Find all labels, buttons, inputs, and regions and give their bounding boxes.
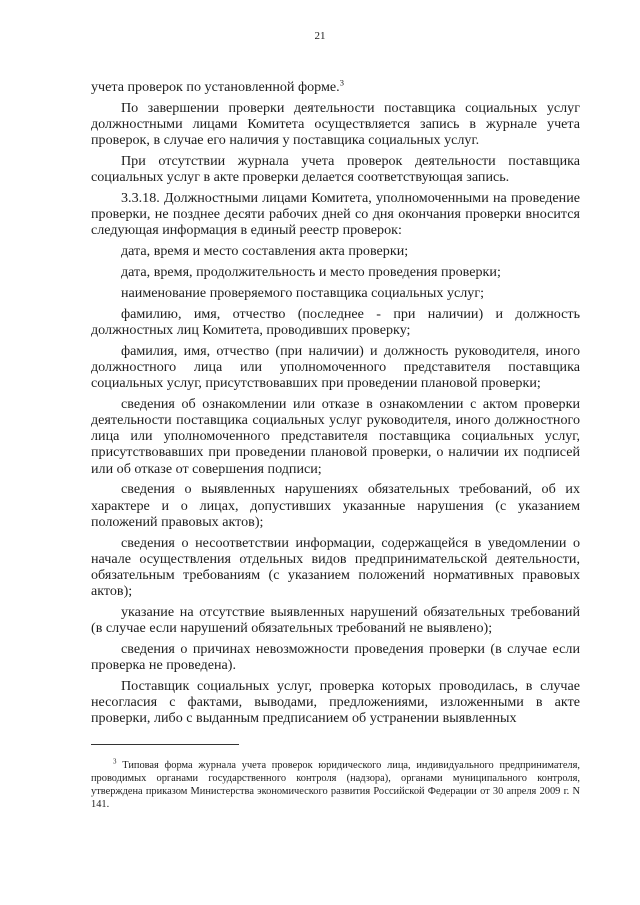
list-item: сведения о выявленных нарушениях обязательных требований, об их характере и о лицах, допустивших указанные нарушения (с указанием положений правовых актов); [91,481,580,530]
list-item: сведения об ознакомлении или отказе в ознакомлении с актом проверки деятельности поставщика социальных услуг руководителя, иного должностного лица или уполномоченного представителя поставщика социальных услуг, присутствовавших при проведении плановой проверки, о наличии их подписей или об отказе от совершения подписи; [91,395,580,477]
paragraph: При отсутствии журнала учета проверок деятельности поставщика социальных услуг в акте проверки делается соответствующая запись. [91,153,580,186]
list-item: дата, время, продолжительность и место проведения проверки; [121,264,501,280]
list-item: дата, время и место составления акта проверки; [121,243,409,260]
list-item: фамилию, имя, отчество (последнее - при наличии) и должность должностных лиц Комитета, проводивших проверку; [91,305,580,338]
body-text [91,79,580,731]
list-item: сведения о несоответствии информации, содержащейся в уведомлении о начале осуществления отдельных видов предпринимательской деятельности, обязательным требованиям (с указанием положений нормативных правовых актов); [91,534,580,600]
paragraph-text: учета проверок по установленной форме. [91,79,340,95]
paragraph [91,79,580,95]
list-item: наименование проверяемого поставщика социальных услуг; [121,284,485,301]
footnote-text-block [91,757,580,812]
list-item: фамилия, имя, отчество (при наличии) и должность руководителя, иного должностного лица или уполномоченного представителя поставщика социальных услуг, присутствовавших при проведении плановой проверки; [91,342,580,391]
list-item: сведения о причинах невозможности проведения проверки (в случае если проверка не проведена). [91,641,580,674]
footnote-reference[interactable]: 3 [339,77,344,88]
footnote-text: Типовая форма журнала учета проверок юридического лица, индивидуального предпринимателя, проводимых органами государственного контроля (надзора), органами муниципального контроля, утверждена приказом Министерства экономического развития Российской Федерации от 30 апреля 2009 г. N 141. [91,760,580,810]
page-number: 21 [314,30,326,42]
list-item: указание на отсутствие выявленных нарушений обязательных требований (в случае если нарушений обязательных требований не выявлено); [91,604,580,637]
footnote [91,757,580,812]
paragraph: По завершении проверки деятельности поставщика социальных услуг должностными лицами Комитета осуществляется запись в журнале учета проверок, в случае его наличия у поставщика социальных услуг. [91,99,580,149]
paragraph: Поставщик социальных услуг, проверка которых проводилась, в случае несогласия с фактами, выводами, предложениями, изложенными в акте проверки, либо с выданным предписанием об устранении выявленных [91,678,580,727]
footnote-divider [91,744,239,745]
footnote-mark: 3 [113,757,117,766]
paragraph: 3.3.18. Должностными лицами Комитета, уполномоченными на проведение проверки, не позднее десяти рабочих дней со дня окончания проверки вносится следующая информация в единый реестр проверок: [91,190,580,239]
